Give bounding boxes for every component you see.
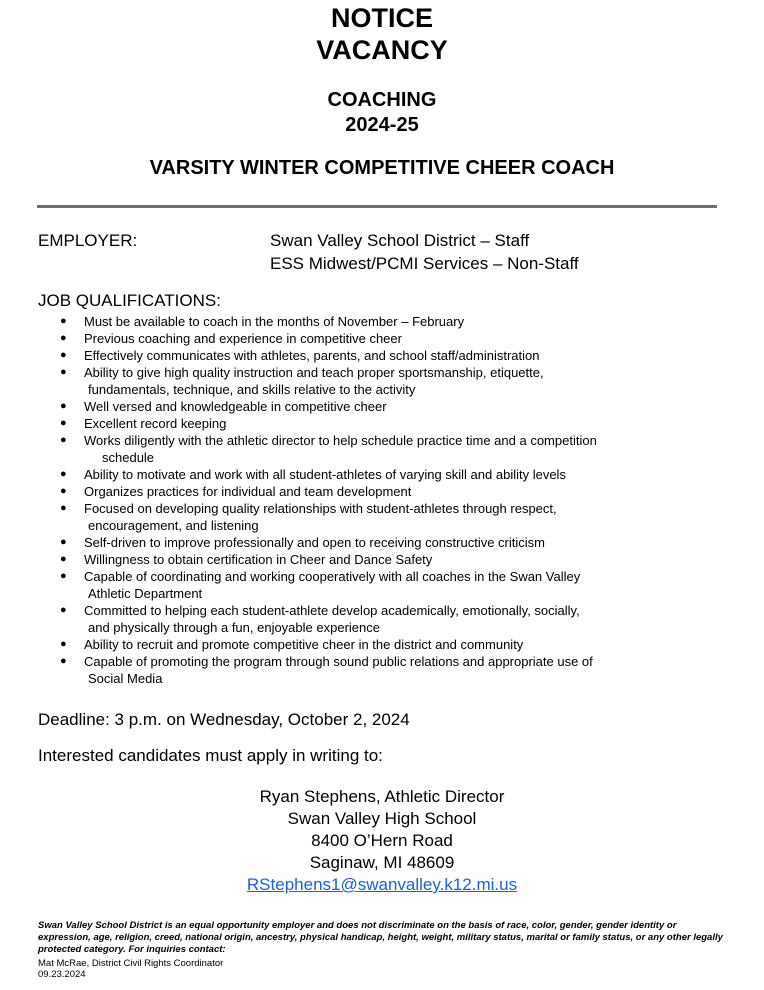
bullet-icon: ● (60, 536, 67, 548)
position-title: VARSITY WINTER COMPETITIVE CHEER COACH (149, 157, 615, 179)
qualification-item (38, 551, 698, 568)
employer-value-staff: Swan Valley School District – Staff (270, 231, 530, 250)
bullet-icon: ● (60, 638, 67, 650)
bullet-icon: ● (60, 655, 67, 667)
qualification-line: encouragement, and listening (88, 518, 259, 533)
notice-title-line1: NOTICE (330, 3, 433, 33)
bullet-icon: ● (60, 315, 67, 327)
qualification-line: Focused on developing quality relationships with student-athletes through respect, (84, 501, 557, 516)
qualification-item (38, 602, 698, 636)
bullet-icon: ● (60, 570, 67, 582)
deadline-text: Deadline: 3 p.m. on Wednesday, October 2, 2024 (38, 710, 410, 729)
coordinator-info (38, 958, 223, 980)
qualification-line: Organizes practices for individual and team development (84, 484, 412, 499)
qualification-item (38, 432, 698, 466)
contact-school: Swan Valley High School (287, 809, 477, 828)
qualification-item (38, 534, 698, 551)
qualifications-list (38, 313, 698, 687)
contact-street: 8400 O’Hern Road (311, 831, 453, 850)
qualification-line: Willingness to obtain certification in Cheer and Dance Safety (84, 552, 433, 567)
coaching-heading (0, 88, 764, 138)
qualification-line: Well versed and knowledgeable in competitive cheer (84, 399, 387, 414)
notice-title-line2: VACANCY (316, 35, 448, 65)
qualification-line: Social Media (88, 671, 163, 686)
horizontal-divider (37, 205, 717, 208)
coordinator-name: Mat McRae, District Civil Rights Coordinator (38, 958, 224, 969)
qualification-line: Ability to give high quality instruction and teach proper sportsmanship, etiquette, (84, 365, 544, 380)
qualification-line: Ability to recruit and promote competitive cheer in the district and community (84, 637, 524, 652)
qualification-line: schedule (102, 450, 155, 465)
qualification-item (38, 398, 698, 415)
bullet-icon: ● (60, 502, 67, 514)
employer-value-nonstaff: ESS Midwest/PCMI Services – Non-Staff (270, 254, 579, 273)
bullet-icon: ● (60, 349, 67, 361)
contact-name-title: Ryan Stephens, Athletic Director (259, 787, 505, 806)
category-label: COACHING (327, 89, 437, 111)
qualification-line: Capable of coordinating and working cooperatively with all coaches in the Swan Valley (84, 569, 581, 584)
qualification-item (38, 347, 698, 364)
qualification-item (38, 568, 698, 602)
bullet-icon: ● (60, 604, 67, 616)
bullet-icon: ● (60, 400, 67, 412)
qualification-item (38, 364, 698, 398)
school-year: 2024-25 (345, 114, 419, 136)
bullet-icon: ● (60, 332, 67, 344)
bullet-icon: ● (60, 485, 67, 497)
contact-email-link[interactable]: RStephens1@swanvalley.k12.mi.us (246, 875, 518, 894)
qualification-item (38, 500, 698, 534)
job-qualifications-label: JOB QUALIFICATIONS: (38, 291, 221, 310)
apply-instructions: Interested candidates must apply in writing to: (38, 746, 383, 765)
contact-city: Saginaw, MI 48609 (309, 853, 455, 872)
bullet-icon: ● (60, 417, 67, 429)
notice-title (0, 2, 764, 66)
qualification-line: fundamentals, technique, and skills relative to the activity (88, 382, 416, 397)
bullet-icon: ● (60, 553, 67, 565)
qualification-item (38, 483, 698, 500)
qualification-line: Committed to helping each student-athlete develop academically, emotionally, socially, (84, 603, 580, 618)
qualification-line: Works diligently with the athletic director to help schedule practice time and a competition (84, 433, 597, 448)
qualification-line: Effectively communicates with athletes, parents, and school staff/administration (84, 348, 540, 363)
qualification-item (38, 466, 698, 483)
qualification-item (38, 415, 698, 432)
qualification-line: Self-driven to improve professionally and open to receiving constructive criticism (84, 535, 545, 550)
qualification-line: Previous coaching and experience in competitive cheer (84, 331, 402, 346)
qualification-item (38, 330, 698, 347)
bullet-icon: ● (60, 434, 67, 446)
contact-block (0, 786, 764, 896)
qualification-line: and physically through a fun, enjoyable experience (88, 620, 380, 635)
qualification-line: Ability to motivate and work with all student-athletes of varying skill and ability levels (84, 467, 566, 482)
qualification-line: Athletic Department (88, 586, 203, 601)
eeo-statement: Swan Valley School District is an equal opportunity employer and does not discriminate on the basis of race, color, gender, gender identity or expression, age, religion, creed, national origin, ancestry, physical handicap, height, weight, military status, marital or family status, or any other legally protected category. For inquiries contact: (38, 920, 723, 955)
bullet-icon: ● (60, 366, 67, 378)
qualification-item (38, 653, 698, 687)
bullet-icon: ● (60, 468, 67, 480)
qualification-line: Excellent record keeping (84, 416, 227, 431)
notice-date: 09.23.2024 (38, 969, 86, 980)
qualification-line: Must be available to coach in the months of November – February (84, 314, 465, 329)
employer-label: EMPLOYER: (38, 231, 138, 250)
employer-values (270, 229, 579, 275)
qualification-line: Capable of promoting the program through sound public relations and appropriate use of (84, 654, 593, 669)
qualification-item (38, 313, 698, 330)
qualification-item (38, 636, 698, 653)
